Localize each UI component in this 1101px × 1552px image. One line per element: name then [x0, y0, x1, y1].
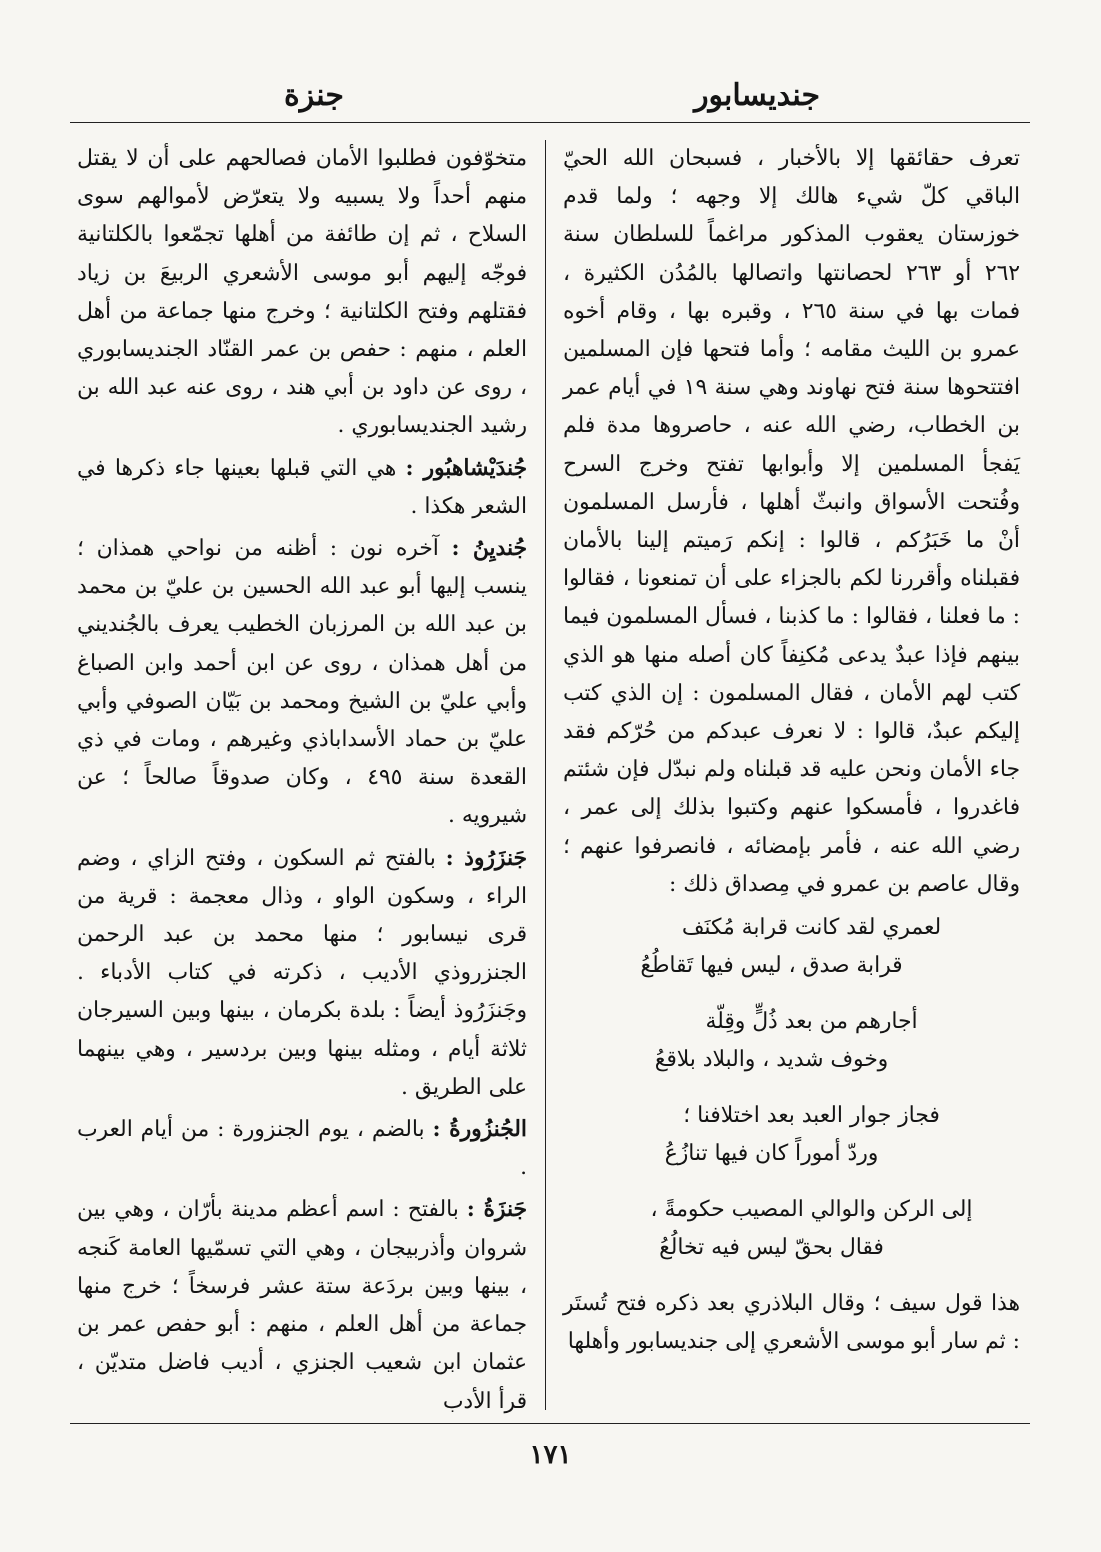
entry-text: بالفتح ثم السكون ، وفتح الزاي ، وضم الراء ، وسكون الواو ، وذال معجمة : قرية من قرى نيسابور ؛ منها محمد بن عبد الرحمن الجنزروذي الأديب ، ذكرته في كتاب الأدباء . وجَنزَرُوذ أيضاً : بلدة بكرمان ، بينها وبين السيرجان ثلاثة أيام ، ومثله بينها وبين بردسير ، وهي بينهما على الطريق .: [77, 845, 527, 1100]
entry-text: هي التي قبلها بعينها جاء ذكرها في الشعر هكذا .: [77, 455, 527, 519]
verse-couplet: [563, 1003, 1020, 1079]
entry-headword: جُنديِنُ :: [451, 536, 527, 562]
verse-hemistich-2: وردّ أموراً كان فيها تنازُعُ: [664, 1141, 879, 1167]
paragraph: هذا قول سيف ؛ وقال البلاذري بعد ذكره فتح تُستَر : ثم سار أبو موسى الأشعري إلى جنديسابور وأهلها: [563, 1291, 1020, 1355]
left-column: [77, 140, 527, 1421]
entry-text: بالفتح : اسم أعظم مدينة بأرّان ، وهي بين شروان وأذربيجان ، وهي التي تسمّيها العامة كَنجه ، بينها وبين بردَعة ستة عشر فرسخاً ؛ خرج منها جماعة من أهل العلم ، منهم : أبو حفص عمر بن عثمان ابن شعيب الجنزي ، أديب فاضل متديّن ، قرأ الأدب: [77, 1197, 527, 1414]
verse-hemistich-1: فجاز جوار العبد بعد اختلافنا ؛: [683, 1103, 940, 1129]
entry-headword: جَنزَرُوذ :: [445, 845, 528, 871]
entry-headword: الجُنزُورةُ :: [432, 1117, 527, 1143]
dictionary-entry: [77, 450, 527, 526]
dictionary-entry: [77, 1191, 527, 1420]
dictionary-entry: [77, 1111, 527, 1187]
verse-couplet: [563, 909, 1020, 985]
entry-text: بالضم ، يوم الجنزورة : من أيام العرب .: [77, 1117, 527, 1181]
running-head-left: جنزة: [284, 78, 344, 113]
page-header: [70, 78, 1030, 122]
right-column: [563, 140, 1020, 1361]
page-number: ١٧١: [529, 1440, 572, 1470]
paragraph: متخوّفون فطلبوا الأمان فصالحهم على أن لا يقتل منهم أحداً ولا يسبيه ولا يتعرّض لأموالهم سوى السلاح ، ثم إن طائفة من أهلها تجمّعوا بالكلتانية فوجّه إليهم أبو موسى الأشعري الربيعَ بن زياد فقتلهم وفتح الكلتانية ؛ وخرج منها جماعة من أهل العلم ، منهم : حفص بن عمر القنّاد الجنديسابوري ، روى عن داود بن أبي هند ، روى عنه عبد الله بن رشيد الجنديسابوري .: [77, 146, 527, 439]
verse-couplet: [563, 1097, 1020, 1173]
verse-hemistich-2: وخوف شديد ، والبلاد بلاقعُ: [654, 1047, 889, 1073]
verse-hemistich-2: فقال بحقّ ليس فيه تخالُعُ: [659, 1235, 884, 1261]
verse-hemistich-1: لعمري لقد كانت قرابة مُكنَف: [681, 915, 942, 941]
footer-rule: [70, 1423, 1030, 1424]
entry-headword: جَنزَةُ :: [466, 1197, 527, 1223]
entry-text: آخره نون : أظنه من نواحي همذان ؛ ينسب إليها أبو عبد الله الحسين بن عليّ بن محمد بن عبد الله بن المرزبان الخطيب يعرف بالجُنديني من أهل همذان ، روى عن ابن أحمد وابن الصباغ وأبي عليّ بن الشيخ ومحمد بن بَيّان الصوفي وأبي عليّ بن حماد الأسداباذي وغيرهم ، ومات في ذي القعدة سنة ٤٩٥ ، وكان صدوقاً صالحاً ؛ عن شيرويه .: [77, 536, 527, 829]
verse-hemistich-1: إلى الركن والوالي المصيب حكومةً ،: [650, 1197, 973, 1223]
running-head-right: جنديسابور: [694, 78, 820, 113]
entry-headword: جُندَيْشاهبُور :: [405, 455, 527, 481]
dictionary-entry: [77, 530, 527, 836]
header-rule: [70, 122, 1030, 123]
verse-hemistich-2: قرابة صدق ، ليس فيها تَقاطُعُ: [640, 953, 903, 979]
verse-couplet: [563, 1191, 1020, 1267]
dictionary-entry: [77, 840, 527, 1107]
paragraph: تعرف حقائقها إلا بالأخبار ، فسبحان الله الحيّ الباقي كلّ شيء هالك إلا وجهه ؛ ولما قدم خوزستان يعقوب المذكور مراغماً للسلطان سنة ٢٦٢ أو ٢٦٣ لحصانتها واتصالها بالمُدُن الكثيرة ، فمات بها في سنة ٢٦٥ ، وقبره بها ، وقام أخوه عمرو بن الليث مقامه ؛ وأما فتحها فإن المسلمين افتتحوها سنة فتح نهاوند وهي سنة ١٩ في أيام عمر بن الخطاب، رضي الله عنه ، حاصروها مدة فلم يَفجأ المسلمين إلا وأبوابها تفتح وخرج السرح وفُتحت الأسواق وانبثّ أهلها ، فأرسل المسلمون أنْ ما خَبَرُكم ، قالوا : إنكم رَميتم إلينا بالأمان فقبلناه وأقررنا لكم بالجزاء على أن تمنعونا ، فقالوا : ما فعلنا ، فقالوا : ما كذبنا ، فسأل المسلمون فيما بينهم فإذا عبدٌ يدعى مُكنِفاً كان أصله منها هو الذي كتب لهم الأمان ، فقال المسلمون : إن الذي كتب إليكم عبدٌ، قالوا : لا نعرف عبدكم من حُرّكم فقد جاء الأمان ونحن عليه قد قبلناه ولم نبدّل فإن شئتم فاغدروا ، فأمسكوا عنهم وكتبوا بذلك إلى عمر ، رضي الله عنه ، فأمر بإمضائه ، فانصرفوا عنهم ؛ وقال عاصم بن عمرو في مِصداق ذلك :: [563, 146, 1020, 897]
column-divider: [545, 140, 546, 1410]
verse-hemistich-1: أجارهم من بعد ذُلٍّ وقِلّة: [705, 1009, 918, 1035]
